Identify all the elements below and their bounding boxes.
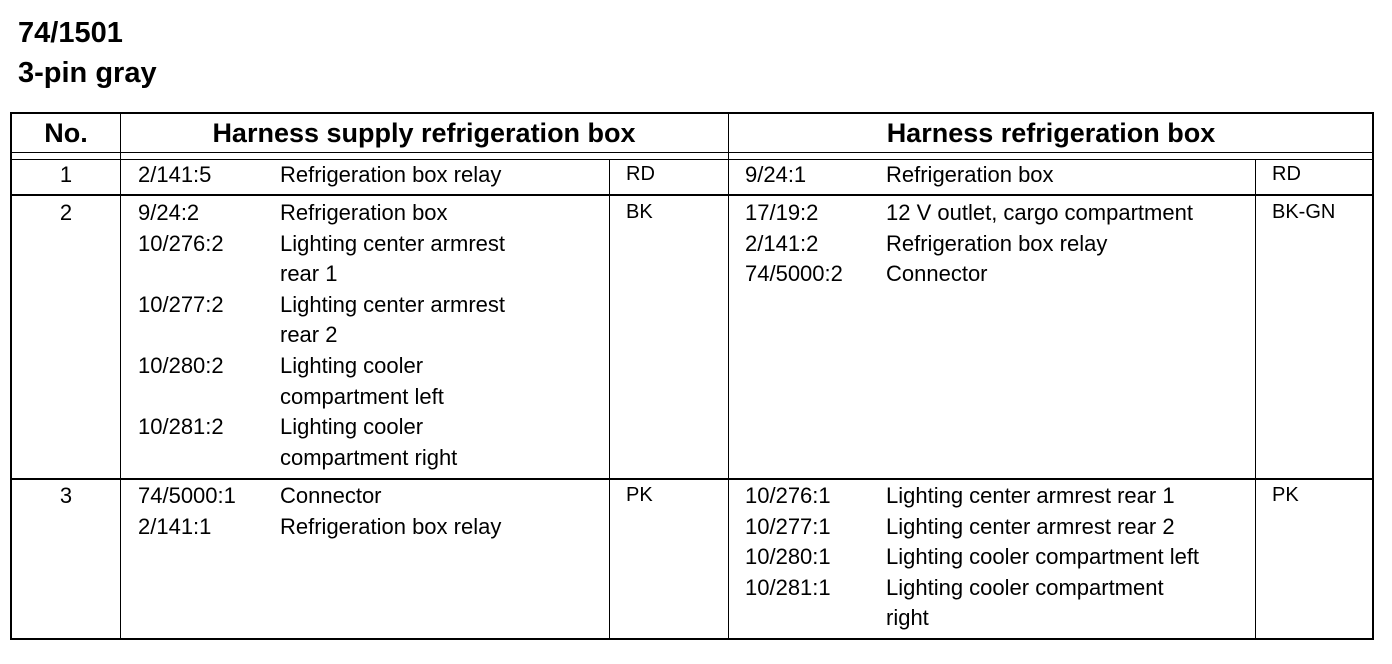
pin-number: 1	[59, 162, 73, 187]
left-component-ref: 10/276:2	[138, 230, 224, 256]
column-divider-left-color	[609, 159, 610, 638]
connector-description: 3-pin gray	[18, 57, 157, 89]
left-component-desc: Refrigeration box	[280, 200, 448, 225]
right-component-ref: 10/277:1	[745, 513, 831, 539]
right-wire-color: RD	[1272, 163, 1301, 185]
left-component-desc: Lighting center armrest	[280, 291, 505, 317]
row-divider-2	[12, 478, 1372, 480]
left-wire-color: RD	[626, 163, 655, 185]
right-component-ref: 17/19:2	[745, 200, 819, 225]
left-component-desc: Lighting cooler	[280, 414, 424, 440]
column-divider-middle	[728, 114, 729, 638]
header-divider-top	[12, 152, 1372, 153]
header-harness-supply: Harness supply refrigeration box	[212, 118, 636, 148]
right-component-desc: 12 V outlet, cargo compartment	[886, 200, 1193, 225]
left-component-desc: compartment left	[280, 383, 444, 409]
right-component-desc: Refrigeration box	[886, 162, 1054, 187]
left-component-desc: rear 2	[280, 322, 338, 348]
right-component-desc: Refrigeration box relay	[886, 230, 1108, 256]
right-wire-color: PK	[1272, 484, 1299, 506]
connector-id: 74/1501	[18, 17, 123, 49]
header-divider-bottom	[12, 159, 1372, 160]
left-component-desc: Lighting center armrest	[280, 230, 505, 256]
right-component-desc: Lighting cooler compartment left	[886, 544, 1200, 570]
left-component-ref: 10/277:2	[138, 291, 224, 317]
right-component-ref: 10/281:1	[745, 574, 831, 600]
left-component-ref: 10/280:2	[138, 353, 224, 378]
right-component-desc: right	[886, 605, 929, 631]
pin-number: 3	[59, 483, 73, 508]
left-wire-color: PK	[626, 484, 653, 506]
left-component-ref: 74/5000:1	[138, 483, 236, 508]
column-divider-right-color	[1255, 159, 1256, 638]
right-component-desc: Lighting cooler compartment	[886, 574, 1164, 600]
left-component-desc: compartment right	[280, 444, 458, 470]
right-component-ref: 9/24:1	[745, 162, 807, 187]
left-wire-color: BK	[626, 201, 653, 223]
right-component-desc: Lighting center armrest rear 1	[886, 483, 1175, 508]
column-divider-no	[120, 114, 121, 638]
right-component-ref: 74/5000:2	[745, 261, 843, 287]
right-component-desc: Connector	[886, 261, 988, 287]
right-wire-color: BK-GN	[1272, 201, 1336, 223]
left-component-ref: 2/141:1	[138, 513, 212, 539]
left-component-ref: 10/281:2	[138, 414, 224, 440]
header-harness-box: Harness refrigeration box	[886, 118, 1216, 148]
right-component-ref: 10/276:1	[745, 483, 831, 508]
left-component-desc: Lighting cooler	[280, 353, 424, 378]
left-component-desc: rear 1	[280, 261, 338, 287]
right-component-ref: 2/141:2	[745, 230, 819, 256]
pin-assignment-table	[10, 112, 1374, 640]
left-component-desc: Connector	[280, 483, 382, 508]
left-component-desc: Refrigeration box relay	[280, 513, 502, 539]
left-component-desc: Refrigeration box relay	[280, 162, 502, 187]
left-component-ref: 9/24:2	[138, 200, 200, 225]
pin-number: 2	[59, 200, 73, 225]
header-no: No.	[44, 118, 88, 148]
left-component-ref: 2/141:5	[138, 162, 212, 187]
right-component-ref: 10/280:1	[745, 544, 831, 570]
row-divider-1	[12, 194, 1372, 196]
right-component-desc: Lighting center armrest rear 2	[886, 513, 1175, 539]
